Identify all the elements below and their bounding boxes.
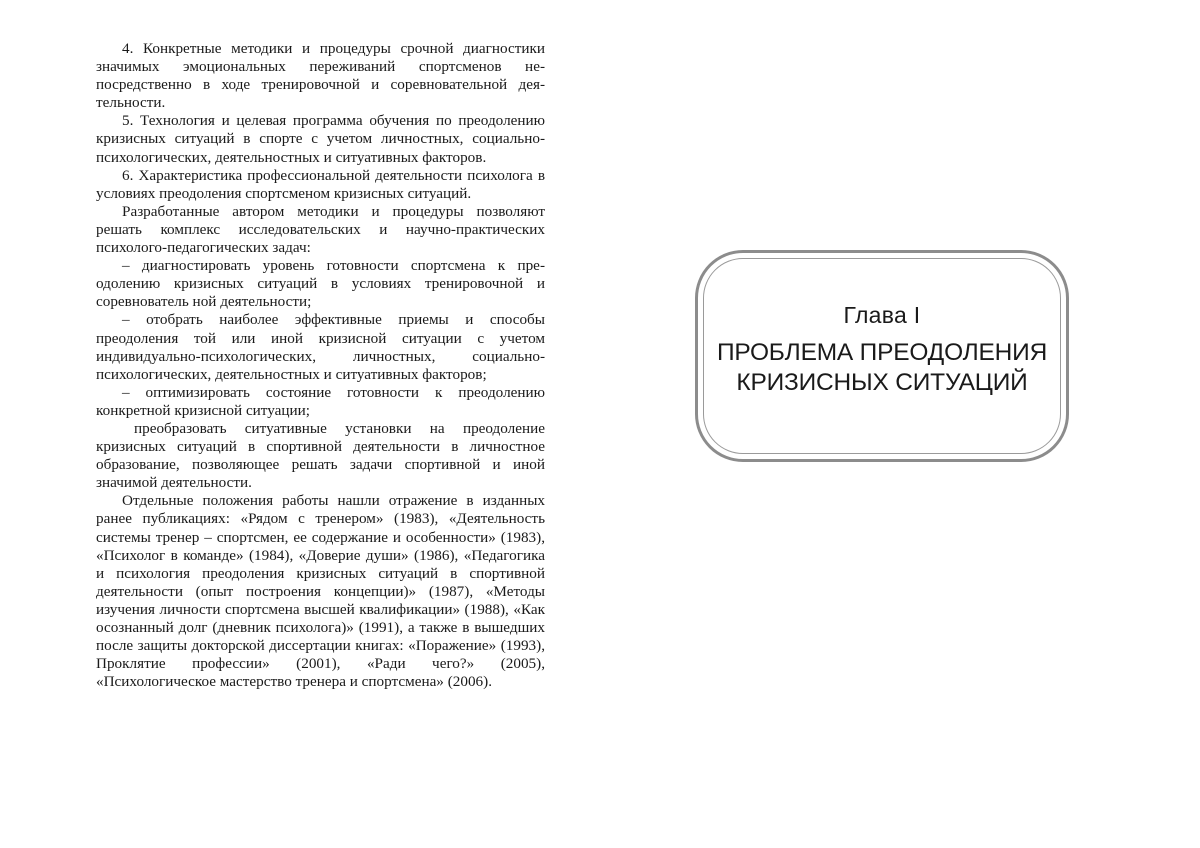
paragraph-item-4: 4. Конкретные методики и процедуры срочной диагностики значимых эмоциональных переживаний спортсменов непосредственно в ходе тренировочной и соревновательной деятельности. xyxy=(96,40,545,112)
paragraph-methods-intro: Разработанные автором методики и процедуры позволяют решать комплекс исследовательских и научно-практических психолого-педагогических задач: xyxy=(96,202,545,257)
chapter-title-line-2: КРИЗИСНЫХ СИТУАЦИЙ xyxy=(736,369,1028,396)
paragraph-task-transform: преобразовать ситуативные установки на преодоление кризисных ситуаций в спортивной деятельности в личностное образование, позволяющее решать задачи спортивной и иной значимой деятельности. xyxy=(96,419,545,492)
chapter-label: Глава I xyxy=(843,302,921,328)
paragraph-publications: Отдельные положения работы нашли отражение в изданных ранее публикациях: «Рядом с тренером» (1983), «Деятельность системы тренер – спортсмен, ее содержание и особенности» (1983), «Психолог в команде» (1984), «Доверие души» (1986), «Педагогика и психология преодоления кризисных ситуаций в спортивной деятельности (опыт построения концепции)» (1987), «Методы изучения личности спортсмена высшей квалификации» (1988), «Как осознанный долг (дневник психолога)» (1991), а также в вышедших после защиты докторской диссертации книгах: «Поражение» (1993), Проклятие профессии» (2001), «Ради чего?» (2005), «Психологическое мастерство тренера и спортсмена» (2006). xyxy=(96,492,545,691)
paragraph-item-6: 6. Характеристика профессиональной деятельности психолога в условиях преодоления спортсменом кризисных ситуаций. xyxy=(96,166,545,202)
chapter-title-frame xyxy=(695,250,1069,462)
chapter-title xyxy=(705,338,1059,398)
paragraph-task-diagnose: – диагностировать уровень готовности спортсмена к преодолению кризисных ситуаций в условиях тренировочной и соревнователь ной деятельности; xyxy=(96,257,545,311)
left-page xyxy=(96,40,545,691)
paragraph-task-select: – отобрать наиболее эффективные приемы и способы преодоления той или иной кризисной ситуации с учетом индивидуально-психологических, личностных, социально-психологических, деятельностных и ситуативных факторов; xyxy=(96,311,545,383)
paragraph-task-optimize: – оптимизировать состояние готовности к преодолению конкретной кризисной ситуации; xyxy=(96,383,545,419)
paragraph-item-5: 5. Технология и целевая программа обучения по преодолению кризисных ситуаций в спорте с учетом личностных, социально-психологических, деятельностных и ситуативных факторов. xyxy=(96,112,545,166)
chapter-title-line-1: ПРОБЛЕМА ПРЕОДОЛЕНИЯ xyxy=(716,339,1048,366)
